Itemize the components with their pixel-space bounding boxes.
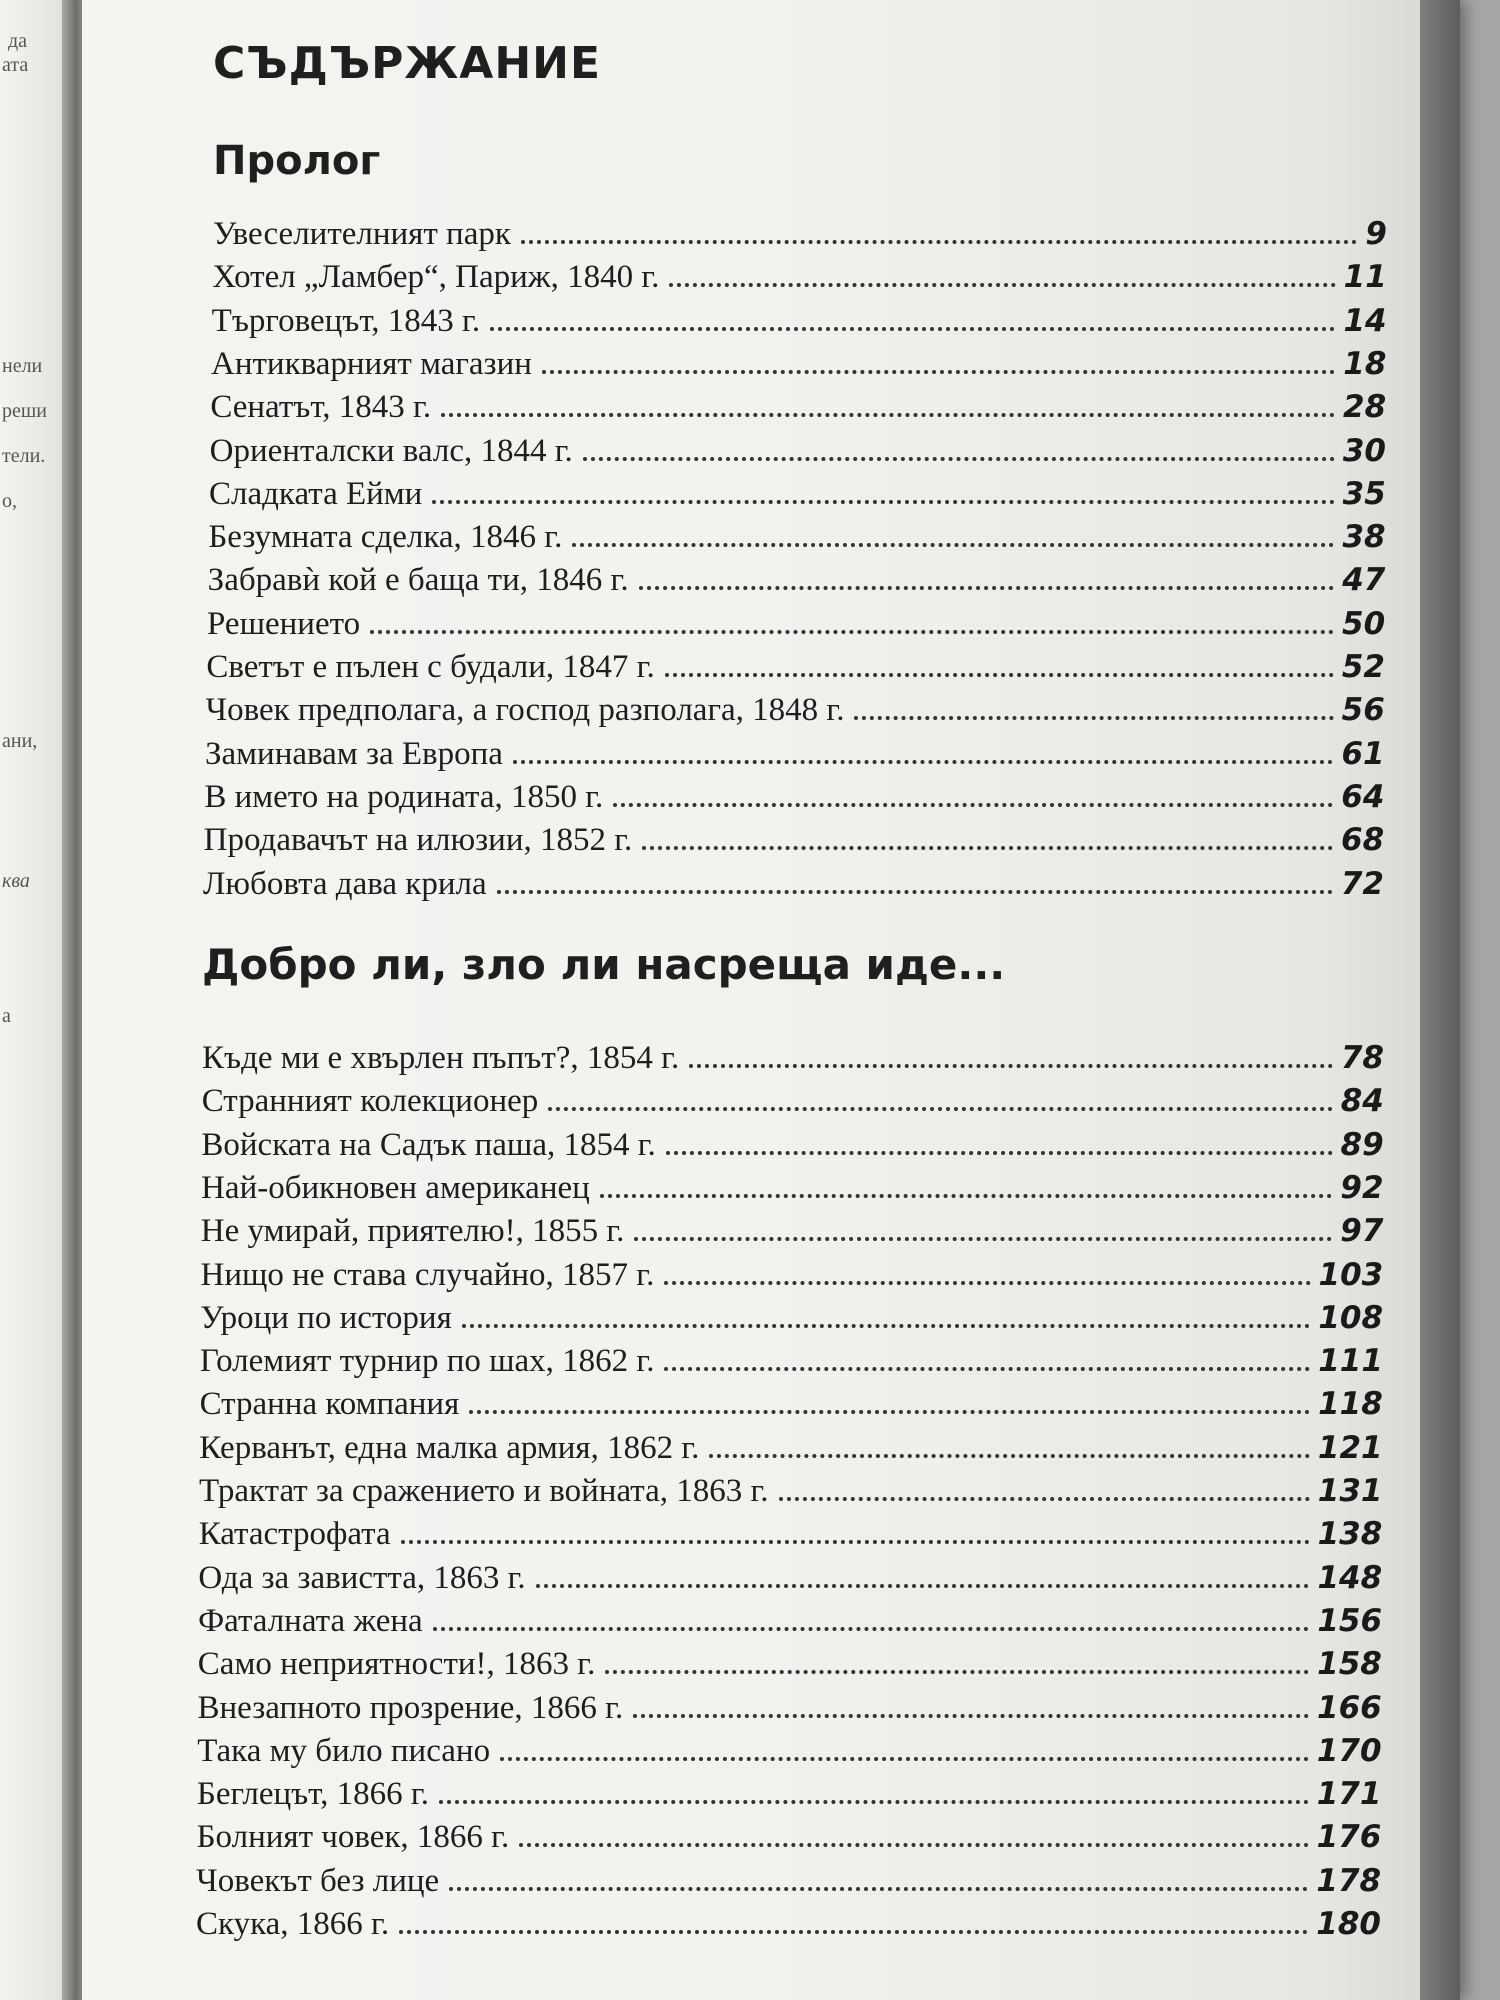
toc-entry — [199, 1430, 1382, 1470]
toc-page-number: 118 — [1318, 1386, 1383, 1423]
toc-entry-title: Антикварният магазин — [211, 345, 532, 382]
dot-leader — [490, 327, 1335, 331]
toc-entry — [210, 389, 1386, 429]
toc-entry-title: Големият турнир по шах, 1862 г. — [199, 1343, 655, 1380]
toc-entry — [201, 1257, 1384, 1297]
toc-entry-title: Странна компания — [199, 1386, 460, 1423]
toc-page-number: 178 — [1316, 1862, 1382, 1899]
dot-leader — [519, 1843, 1308, 1847]
section-heading-prolog: Пролог — [213, 138, 381, 184]
toc-page-number: 35 — [1342, 475, 1386, 512]
toc-entry-title: Не умирай, приятелю!, 1855 г. — [200, 1213, 625, 1250]
toc-entry-title: Катастрофата — [198, 1516, 391, 1553]
toc-entry-title: Само неприятности!, 1863 г. — [197, 1646, 596, 1683]
toc-entry-title: Фаталната жена — [198, 1602, 423, 1639]
toc-entry — [198, 1646, 1382, 1686]
toc-entry-title: Ода за завистта, 1863 г. — [198, 1559, 526, 1596]
page-edge-shadow — [1420, 0, 1460, 2000]
toc-entry-title: Беглецът, 1866 г. — [196, 1776, 429, 1813]
toc-page-number: 18 — [1343, 345, 1387, 382]
toc-entry — [210, 433, 1386, 473]
dot-leader — [370, 630, 1334, 634]
toc-entry — [213, 216, 1387, 256]
dot-leader — [854, 716, 1333, 720]
toc-entry — [208, 562, 1386, 602]
facing-page-fragment: реши — [2, 400, 47, 422]
toc-entry — [196, 1863, 1381, 1903]
dot-leader — [462, 1324, 1311, 1328]
dot-leader — [497, 890, 1333, 894]
toc-entry-title: Странният колекционер — [201, 1083, 539, 1120]
toc-page-number: 61 — [1341, 735, 1385, 772]
toc-page-number: 89 — [1340, 1126, 1384, 1163]
toc-entry-title: Продавачът на илюзии, 1852 г. — [203, 822, 633, 859]
toc-entry — [212, 303, 1387, 343]
toc-page-number: 92 — [1340, 1169, 1384, 1206]
toc-page-number: 97 — [1340, 1213, 1384, 1250]
toc-page-number: 180 — [1316, 1906, 1381, 1942]
toc-entry — [202, 1083, 1384, 1123]
toc-entry — [202, 1040, 1384, 1080]
toc-entry — [206, 649, 1385, 689]
toc-page-number: 68 — [1341, 822, 1385, 859]
toc-entry — [204, 822, 1385, 862]
dot-leader — [439, 1800, 1309, 1804]
facing-page-fragment: ква — [2, 870, 30, 892]
dot-leader — [548, 1107, 1332, 1111]
dot-leader — [500, 1757, 1309, 1761]
toc-page-number: 121 — [1317, 1429, 1383, 1466]
toc-entry-title: Светът е пълен с будали, 1847 г. — [206, 649, 655, 685]
dot-leader — [709, 1454, 1310, 1458]
toc-entry — [200, 1343, 1383, 1383]
toc-page-number: 156 — [1317, 1602, 1383, 1639]
toc-entry-title: Безумната сделка, 1846 г. — [208, 519, 563, 556]
dot-leader — [605, 1670, 1309, 1674]
toc-page-number: 108 — [1318, 1299, 1384, 1336]
toc-entry-title: Болният човек, 1866 г. — [196, 1819, 510, 1856]
toc-entry — [197, 1819, 1382, 1859]
dot-leader — [634, 1237, 1332, 1241]
toc-page-number: 158 — [1317, 1646, 1382, 1683]
dot-leader — [642, 846, 1333, 850]
toc-page-number: 11 — [1343, 259, 1387, 296]
dot-leader — [600, 1194, 1333, 1198]
dot-leader — [521, 240, 1358, 244]
facing-page-fragment: а — [2, 1005, 11, 1027]
toc-page-number: 148 — [1317, 1559, 1383, 1596]
toc-page-number: 38 — [1342, 519, 1386, 556]
toc-entry-title: Къде ми е хвърлен пъпът?, 1854 г. — [202, 1040, 680, 1076]
toc-entry-title: Сенатът, 1843 г. — [210, 389, 432, 426]
toc-entry-title: Нищо не става случайно, 1857 г. — [200, 1256, 655, 1293]
toc-entry-title: Така му било писано — [197, 1732, 491, 1769]
dot-leader — [639, 586, 1335, 590]
toc-entry — [209, 476, 1386, 516]
toc-entry-title: Човекът без лице — [196, 1862, 440, 1899]
toc-page-number: 176 — [1316, 1819, 1382, 1856]
toc-entry — [201, 1213, 1384, 1253]
toc-entry-title: Внезапното прозрение, 1866 г. — [197, 1689, 624, 1726]
toc-entry — [196, 1906, 1381, 1946]
dot-leader — [401, 1540, 1310, 1544]
toc-entry — [201, 1127, 1383, 1167]
toc-page-number: 14 — [1343, 302, 1387, 339]
toc-entry-title: Решението — [207, 605, 361, 642]
toc-entry — [198, 1603, 1382, 1643]
section-heading-second: Добро ли, зло ли насреща иде... — [202, 940, 1006, 989]
toc-entry-title: Човек предполага, а господ разполага, 1848 г. — [205, 692, 845, 729]
dot-leader — [441, 413, 1335, 417]
toc-page-number: 103 — [1318, 1256, 1384, 1293]
toc-page-number: 28 — [1343, 389, 1387, 426]
facing-page-fragment: ани, — [2, 730, 38, 752]
dot-leader — [583, 457, 1335, 461]
toc-page-number: 30 — [1342, 432, 1386, 469]
toc-entry-title: Войската на Садък паша, 1854 г. — [201, 1126, 656, 1163]
toc-entry — [211, 346, 1386, 386]
toc-entry-title: Керванът, една малка армия, 1862 г. — [199, 1429, 700, 1466]
toc-entry — [212, 259, 1386, 299]
toc-page-number: 138 — [1317, 1516, 1383, 1553]
dot-leader — [449, 1887, 1308, 1891]
dot-leader — [664, 1367, 1310, 1371]
toc-entry — [198, 1560, 1382, 1600]
toc-entry-title: Скука, 1866 г. — [196, 1906, 390, 1942]
dot-leader — [433, 1627, 1310, 1631]
dot-leader — [513, 760, 1334, 764]
toc-page-number: 9 — [1365, 216, 1387, 252]
facing-page-fragment: да — [8, 30, 28, 52]
toc-entry — [197, 1733, 1381, 1773]
dot-leader — [542, 370, 1335, 374]
toc-page-number: 47 — [1342, 562, 1386, 599]
toc-entry — [206, 692, 1385, 732]
toc-entry-title: Най-обикновен американец — [201, 1169, 590, 1206]
toc-entry — [207, 606, 1385, 646]
dot-leader — [399, 1930, 1308, 1934]
toc-entry — [199, 1516, 1383, 1556]
toc-page-number: 111 — [1318, 1343, 1383, 1380]
contents-heading: СЪДЪРЖАНИЕ — [213, 38, 602, 89]
toc-entry-title: Сладката Ейми — [209, 475, 423, 512]
dot-leader — [469, 1410, 1310, 1414]
dot-leader — [536, 1584, 1310, 1588]
toc-entry — [203, 866, 1384, 906]
toc-entry — [201, 1170, 1383, 1210]
toc-entry-title: Увеселителният парк — [213, 216, 511, 252]
toc-page-number: 56 — [1341, 692, 1385, 729]
dot-leader — [613, 803, 1333, 807]
toc-entry — [200, 1386, 1383, 1426]
toc-page-number: 166 — [1317, 1689, 1382, 1726]
toc-entry — [199, 1473, 1383, 1513]
dot-leader — [432, 500, 1334, 504]
facing-page-fragment: ата — [2, 54, 29, 76]
toc-page-number: 171 — [1316, 1776, 1382, 1813]
facing-page-fragment: о, — [2, 490, 17, 512]
toc-entry-title: Уроци по история — [200, 1299, 452, 1336]
toc-page-number: 52 — [1341, 649, 1385, 685]
toc-entry-title: Трактат за сражението и войната, 1863 г. — [199, 1473, 769, 1509]
toc-entry — [200, 1300, 1383, 1340]
toc-entry — [205, 736, 1385, 776]
toc-page-number: 78 — [1340, 1040, 1384, 1076]
toc-page-number: 84 — [1340, 1083, 1384, 1120]
dot-leader — [669, 283, 1335, 287]
dot-leader — [666, 1151, 1333, 1155]
toc-entry-title: Забравѝ кой е баща ти, 1846 г. — [207, 562, 629, 599]
toc-entry — [208, 519, 1385, 559]
dot-leader — [665, 673, 1334, 677]
toc-page-number: 170 — [1316, 1732, 1382, 1769]
toc-entry — [204, 779, 1384, 819]
dot-leader — [664, 1281, 1310, 1285]
dot-leader — [572, 543, 1334, 547]
toc-page-number: 131 — [1317, 1473, 1383, 1509]
toc-entry — [198, 1690, 1382, 1730]
toc-entry-title: Любовта дава крила — [203, 865, 487, 902]
dot-leader — [779, 1497, 1310, 1501]
toc-page-number: 50 — [1342, 605, 1386, 642]
toc-entry-title: Заминавам за Европа — [205, 735, 503, 772]
toc-page-number: 72 — [1340, 865, 1384, 902]
toc-entry — [197, 1776, 1382, 1816]
toc-entry-title: Ориенталски валс, 1844 г. — [209, 432, 573, 469]
facing-page-fragment: тели. — [2, 445, 46, 467]
dot-leader — [689, 1064, 1333, 1068]
dot-leader — [633, 1714, 1309, 1718]
toc-entry-title: Хотел „Ламбер“, Париж, 1840 г. — [212, 259, 660, 296]
toc-page-number: 64 — [1341, 778, 1385, 815]
toc-entry-title: В името на родината, 1850 г. — [204, 778, 604, 815]
facing-page-fragment: нели — [2, 355, 43, 377]
toc-entry-title: Търговецът, 1843 г. — [211, 302, 481, 339]
